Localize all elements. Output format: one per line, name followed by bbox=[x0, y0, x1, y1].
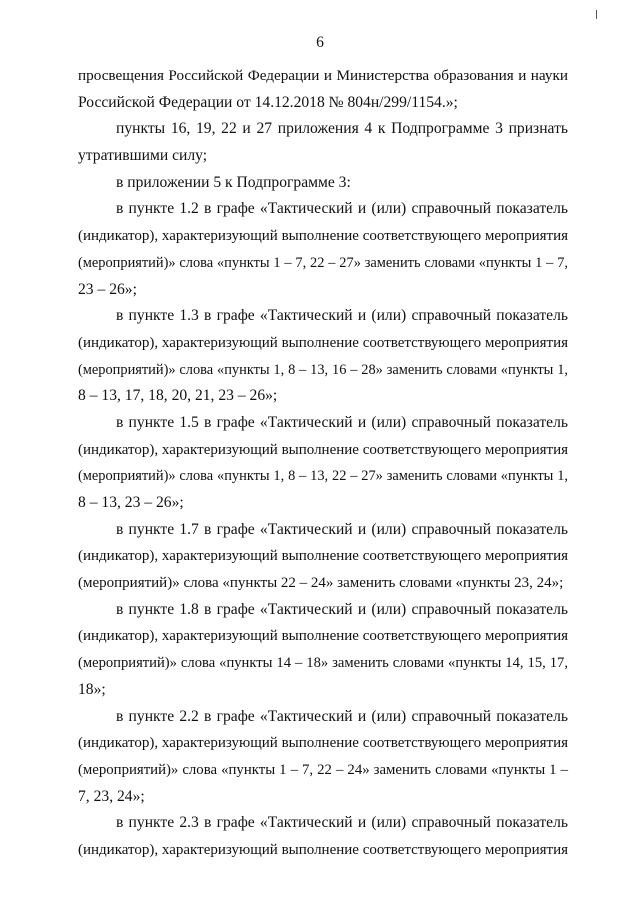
text-line: Российской Федерации от 14.12.2018 № 804н/299/1154.»; bbox=[78, 93, 458, 111]
text-line: 7, 23, 24»; bbox=[78, 787, 145, 805]
text-line: (мероприятий)» слова «пункты 1 – 7, 22 – 27» заменить словами «пункты 1 – 7, bbox=[78, 254, 568, 271]
text-line: (индикатор), характеризующий выполнение соответствующего мероприятия bbox=[78, 628, 568, 645]
text-line: (индикатор), характеризующий выполнение соответствующего мероприятия bbox=[78, 228, 568, 245]
text-line: (индикатор), характеризующий выполнение соответствующего мероприятия bbox=[78, 841, 568, 858]
text-line: в пункте 1.5 в графе «Тактический и (или) справочный показатель bbox=[116, 413, 568, 431]
text-line: (мероприятий)» слова «пункты 1 – 7, 22 – 24» заменить словами «пункты 1 – bbox=[78, 761, 568, 778]
text-line: (индикатор), характеризующий выполнение соответствующего мероприятия bbox=[78, 441, 568, 458]
text-line: в пункте 2.3 в графе «Тактический и (или) справочный показатель bbox=[116, 814, 568, 832]
text-line: в пункте 2.2 в графе «Тактический и (или) справочный показатель bbox=[116, 707, 568, 725]
text-line: в пункте 1.8 в графе «Тактический и (или) справочный показатель bbox=[116, 600, 568, 618]
text-line: 23 – 26»; bbox=[78, 280, 137, 298]
document-body bbox=[78, 63, 568, 864]
text-line: в пункте 1.7 в графе «Тактический и (или) справочный показатель bbox=[116, 520, 568, 538]
scan-mark bbox=[596, 10, 597, 19]
text-line: пункты 16, 19, 22 и 27 приложения 4 к Подпрограмме 3 признать bbox=[116, 120, 568, 138]
text-line: в пункте 1.3 в графе «Тактический и (или) справочный показатель bbox=[116, 307, 568, 325]
text-line: (мероприятий)» слова «пункты 1, 8 – 13, 16 – 28» заменить словами «пункты 1, bbox=[78, 361, 568, 378]
text-line: просвещения Российской Федерации и Министерства образования и науки bbox=[78, 67, 568, 84]
text-line: (индикатор), характеризующий выполнение соответствующего мероприятия bbox=[78, 735, 568, 752]
text-line: 8 – 13, 17, 18, 20, 21, 23 – 26»; bbox=[78, 387, 278, 405]
text-line: (мероприятий)» слова «пункты 22 – 24» заменить словами «пункты 23, 24»; bbox=[78, 575, 564, 592]
text-line: (мероприятий)» слова «пункты 1, 8 – 13, 22 – 27» заменить словами «пункты 1, bbox=[78, 468, 568, 485]
text-line: 18»; bbox=[78, 680, 106, 698]
text-line: утратившими силу; bbox=[78, 147, 208, 165]
text-line: в приложении 5 к Подпрограмме 3: bbox=[116, 173, 351, 191]
text-line: 8 – 13, 23 – 26»; bbox=[78, 494, 184, 511]
text-line: в пункте 1.2 в графе «Тактический и (или) справочный показатель bbox=[116, 200, 568, 218]
text-line: (индикатор), характеризующий выполнение соответствующего мероприятия bbox=[78, 548, 568, 565]
text-line: (индикатор), характеризующий выполнение соответствующего мероприятия bbox=[78, 334, 568, 351]
text-line: (мероприятий)» слова «пункты 14 – 18» заменить словами «пункты 14, 15, 17, bbox=[78, 655, 568, 672]
page-number: 6 bbox=[316, 34, 324, 51]
